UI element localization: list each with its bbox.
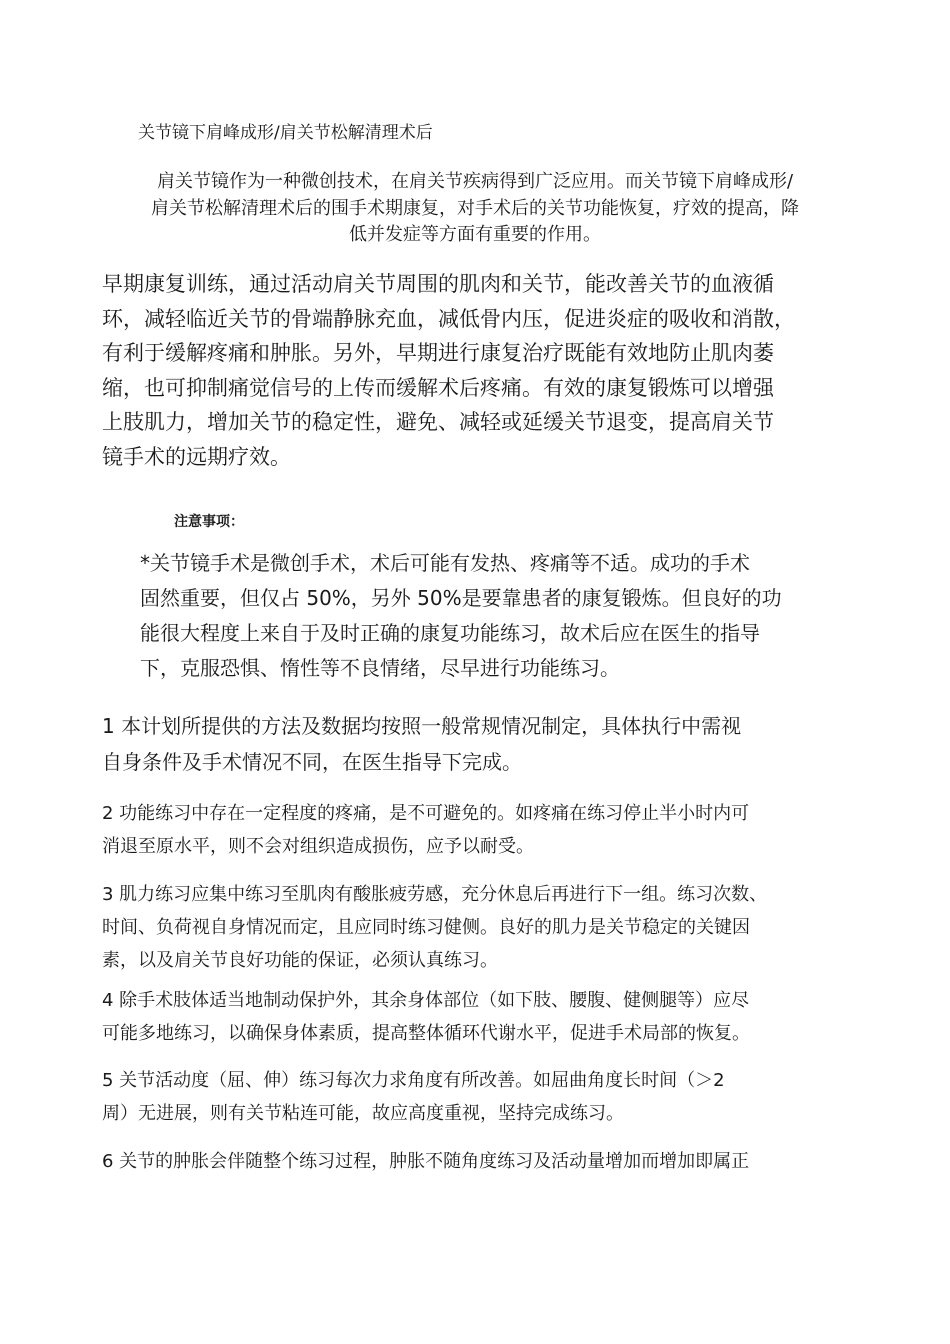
document-title [138,121,433,145]
list-item-line: 素，以及肩关节良好功能的保证，必须认真练习。 [102,950,498,971]
note-line: 下，克服恐惧、惰性等不良情绪，尽早进行功能练习。 [140,656,620,680]
list-item-line: 自身条件及手术情况不同，在医生指导下完成。 [102,750,522,774]
intro-line: 肩关节镜作为一种微创技术，在肩关节疾病得到广泛应用。而关节镜下肩峰成形/ [156,171,794,192]
list-item-line: 6 关节的肿胀会伴随整个练习过程，肿胀不随角度练习及活动量增加而增加即属正 [102,1151,750,1172]
main-line: 早期康复训练，通过活动肩关节周围的肌肉和关节，能改善关节的血液循 [102,272,774,296]
note-line: *关节镜手术是微创手术，术后可能有发热、疼痛等不适。成功的手术 [140,551,750,575]
list-item-line: 4 除手术肢体适当地制动保护外，其余身体部位（如下肢、腰腹、健侧腿等）应尽 [102,990,750,1011]
list-item-line: 3 肌力练习应集中练习至肌肉有酸胀疲劳感，充分休息后再进行下一组。练习次数、 [102,884,768,905]
list-item-line: 1 本计划所提供的方法及数据均按照一般常规情况制定，具体执行中需视 [102,714,742,738]
intro-paragraph [100,169,850,249]
note-line: 能很大程度上来自于及时正确的康复功能练习，故术后应在医生的指导 [140,621,760,645]
notice-heading [174,511,244,533]
list-item-4 [102,984,750,1050]
list-item-line: 消退至原水平，则不会对组织造成损伤，应予以耐受。 [102,836,534,857]
main-line: 上肢肌力，增加关节的稳定性，避免、减轻或延缓关节退变，提高肩关节 [102,410,774,434]
list-item-line: 周）无进展，则有关节粘连可能，故应高度重视，坚持完成练习。 [102,1103,624,1124]
main-line: 环，减轻临近关节的骨端静脉充血，减低骨内压，促进炎症的吸收和消散， [102,306,795,331]
list-item-6 [102,1145,749,1178]
list-item-2 [102,797,749,863]
list-item-5 [102,1064,725,1130]
title-text: 关节镜下肩峰成形/肩关节松解清理术后 [138,123,433,143]
main-line: 缩，也可抑制痛觉信号的上传而缓解术后疼痛。有效的康复锻炼可以增强 [102,375,774,400]
main-paragraph [102,267,795,474]
list-item-line: 2 功能练习中存在一定程度的疼痛，是不可避免的。如疼痛在练习停止半小时内可 [102,803,750,824]
list-item-1 [102,708,741,780]
list-item-3 [102,878,767,977]
list-item-line: 可能多地练习，以确保身体素质，提高整体循环代谢水平，促进手术局部的恢复。 [102,1023,750,1044]
list-item-line: 时间、负荷视自身情况而定，且应同时练习健侧。良好的肌力是关节稳定的关键因 [102,917,750,938]
note-paragraph [140,546,782,686]
main-line: 镜手术的远期疗效。 [102,444,291,469]
list-item-line: 5 关节活动度（屈、伸）练习每次力求角度有所改善。如屈曲角度长时间（＞2 [102,1070,725,1091]
notice-heading-text: 注意事项： [174,514,244,530]
note-line: 固然重要，但仅占 50%，另外 50%是要靠患者的康复锻炼。但良好的功 [140,586,782,610]
intro-line: 肩关节松解清理术后的围手术期康复，对手术后的关节功能恢复，疗效的提高，降 [151,197,799,219]
intro-line: 低并发症等方面有重要的作用。 [349,224,601,245]
main-line: 有利于缓解疼痛和肿胀。另外，早期进行康复治疗既能有效地防止肌肉萎 [102,341,774,365]
